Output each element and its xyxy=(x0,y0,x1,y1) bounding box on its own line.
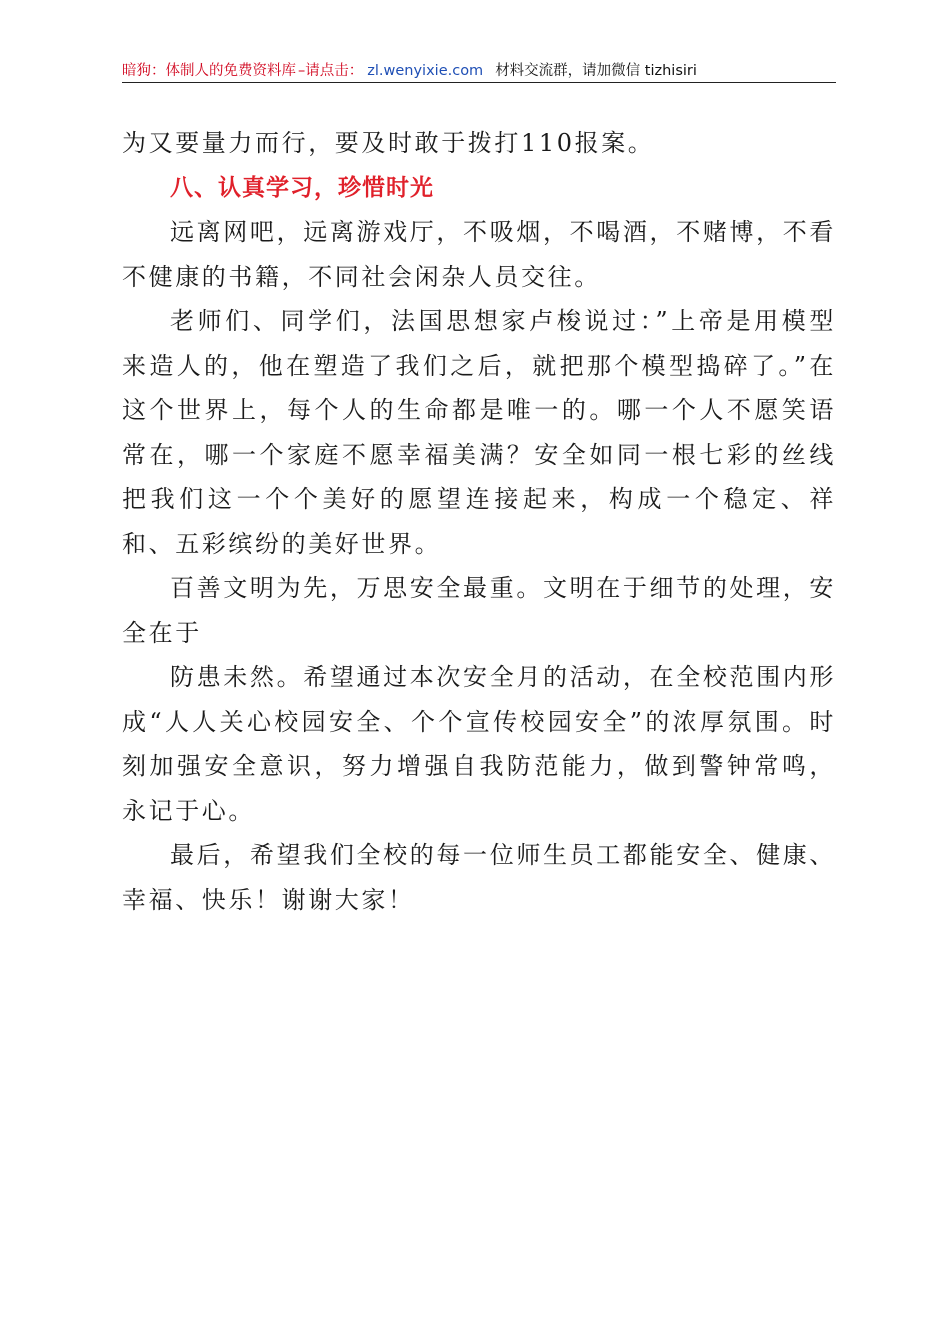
paragraph-rousseau-quote: 老师们、同学们，法国思想家卢梭说过：”上帝是用模型来造人的，他在塑造了我们之后，就把那个模型捣碎了。”在这个世界上，每个人的生命都是唯一的。哪一个人不愿笑语常在，哪一个家庭不愿幸福美满？安全如同一根七彩的丝线把我们这一个个美好的愿望连接起来，构成一个稳定、祥和、五彩缤纷的美好世界。 xyxy=(122,307,836,558)
page-header xyxy=(122,60,836,82)
section-heading: 八、认真学习，珍惜时光 xyxy=(170,174,434,201)
document-body xyxy=(122,121,836,922)
header-brand: 暗狗：体制人的免费资料库 xyxy=(122,63,296,79)
header-divider xyxy=(122,82,836,83)
paragraph-prevention: 防患未然。希望通过本次安全月的活动，在全校范围内形成“人人关心校园安全、个个宣传校园安全”的浓厚氛围。时刻加强安全意识，努力增强自我防范能力，做到警钟常鸣，永记于心。 xyxy=(122,663,836,825)
header-click-prompt: –请点击： xyxy=(298,63,364,79)
paragraph-civilization-safety: 百善文明为先，万思安全最重。文明在于细节的处理，安全在于 xyxy=(122,574,836,647)
header-link[interactable]: zl.wenyixie.com xyxy=(367,63,484,79)
continuation-paragraph: 为又要量力而行，要及时敢于拨打110报案。 xyxy=(122,129,655,157)
paragraph-stay-away: 远离网吧，远离游戏厅，不吸烟，不喝酒，不赌博，不看不健康的书籍，不同社会闲杂人员交往。 xyxy=(122,218,836,291)
header-wechat-info: 材料交流群，请加微信 tizhisiri xyxy=(495,63,697,79)
paragraph-closing: 最后，希望我们全校的每一位师生员工都能安全、健康、幸福、快乐！谢谢大家！ xyxy=(122,841,836,914)
